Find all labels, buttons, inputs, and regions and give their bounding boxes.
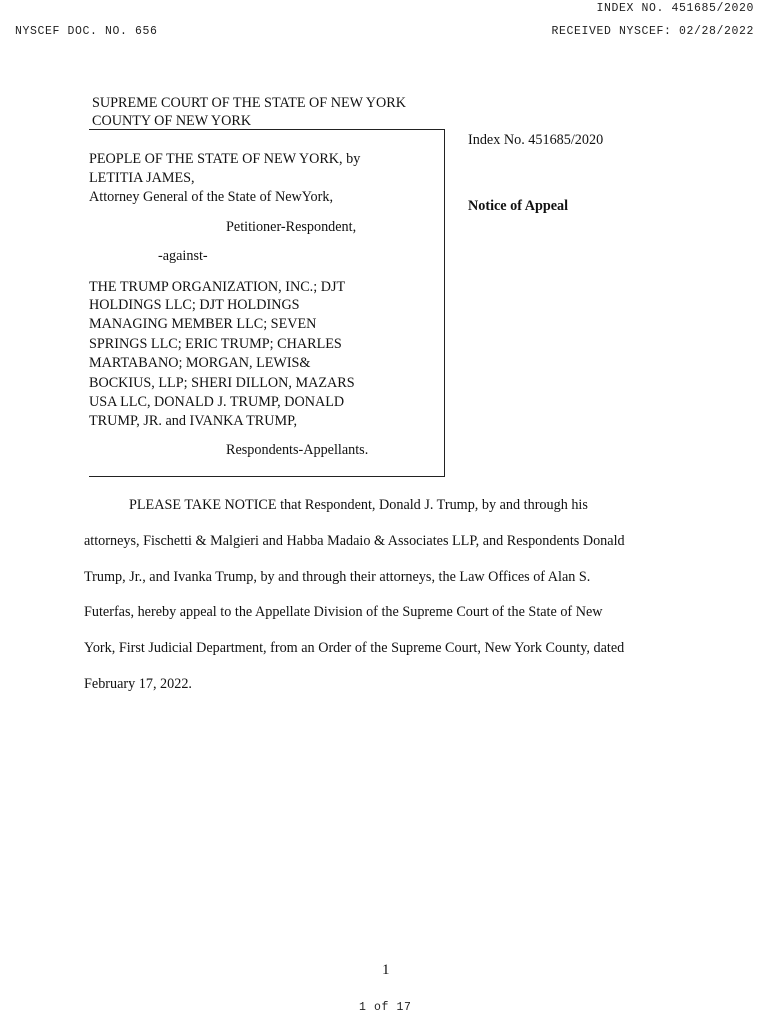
body-line-6: February 17, 2022. (84, 676, 192, 692)
respondent-line-1: THE TRUMP ORGANIZATION, INC.; DJT (89, 279, 346, 295)
page-number: 1 (382, 962, 390, 978)
document-title: Notice of Appeal (468, 198, 569, 214)
header-received-date: RECEIVED NYSCEF: 02/28/2022 (551, 25, 754, 38)
body-line-3: Trump, Jr., and Ivanka Trump, by and through their attorneys, the Law Offices of Alan S. (84, 569, 591, 585)
petitioner-role: Petitioner-Respondent, (226, 219, 357, 235)
respondent-line-3: MANAGING MEMBER LLC; SEVEN (89, 316, 317, 332)
court-name: SUPREME COURT OF THE STATE OF NEW YORK (92, 95, 406, 111)
respondent-line-2: HOLDINGS LLC; DJT HOLDINGS (89, 297, 300, 313)
page-of-total: 1 of 17 (359, 1001, 412, 1014)
petitioner-line-2: LETITIA JAMES, (89, 170, 195, 186)
header-index-no: INDEX NO. 451685/2020 (596, 2, 754, 15)
respondent-line-7: USA LLC, DONALD J. TRUMP, DONALD (89, 394, 345, 410)
petitioner-line-1: PEOPLE OF THE STATE OF NEW YORK, by (89, 151, 361, 167)
body-line-1: PLEASE TAKE NOTICE that Respondent, Donald J. Trump, by and through his (129, 497, 588, 513)
respondent-line-4: SPRINGS LLC; ERIC TRUMP; CHARLES (89, 336, 342, 352)
court-county: COUNTY OF NEW YORK (92, 113, 252, 129)
respondent-line-8: TRUMP, JR. and IVANKA TRUMP, (89, 413, 297, 429)
right-index-no: Index No. 451685/2020 (468, 132, 604, 148)
header-nyscef-doc: NYSCEF DOC. NO. 656 (15, 25, 158, 38)
respondent-line-5: MARTABANO; MORGAN, LEWIS& (89, 355, 311, 371)
body-line-4: Futerfas, hereby appeal to the Appellate Division of the Supreme Court of the State of New (84, 604, 603, 620)
petitioner-line-3: Attorney General of the State of NewYork, (89, 189, 334, 205)
respondent-line-6: BOCKIUS, LLP; SHERI DILLON, MAZARS (89, 375, 355, 391)
respondent-role: Respondents-Appellants. (226, 442, 369, 458)
body-line-5: York, First Judicial Department, from an Order of the Supreme Court, New York County, dated (84, 640, 625, 656)
against-label: -against- (158, 248, 208, 264)
body-line-2: attorneys, Fischetti & Malgieri and Habba Madaio & Associates LLP, and Respondents Donald (84, 533, 625, 549)
